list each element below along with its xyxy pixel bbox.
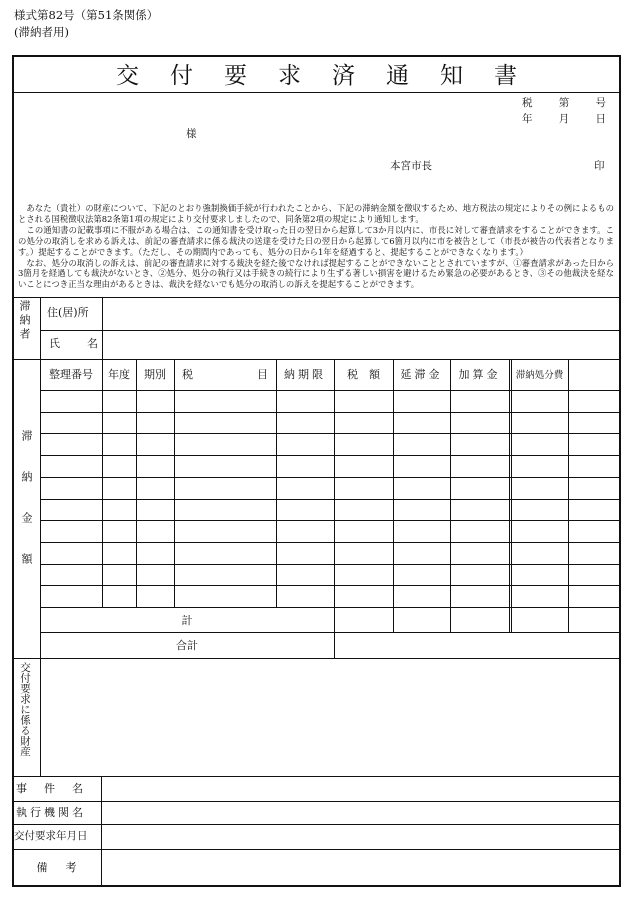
header-due-date: 納期限 <box>284 368 326 381</box>
seal-mark: 印 <box>594 160 605 172</box>
col-line-1 <box>102 359 103 607</box>
table-row-line <box>40 564 621 565</box>
subtotal-label: 計 <box>181 614 193 627</box>
header-late-fee: 延滞金 <box>400 368 443 381</box>
table-row-line <box>40 477 621 478</box>
agency-bottom <box>12 824 621 825</box>
execution-agency-label: 執行機関名 <box>16 806 86 819</box>
table-row-line <box>40 455 621 456</box>
addressee-suffix: 様 <box>186 128 197 140</box>
subtotal-top <box>40 607 621 608</box>
table-header-divider <box>40 390 621 391</box>
case-bottom <box>12 801 621 802</box>
col-line-8b <box>511 359 512 633</box>
col-line-5 <box>334 359 335 658</box>
notice-paragraph: この通知書の記載事項に不服がある場合は、この通知書を受け取った日の翌日から起算して3か月以内に、市長に対して審査請求をすることができます。この処分の取消しを求める訴えは、前記の審査請求に係る裁決の送達を受けた日の翌日から起算して6箇月以内に市を被告として（市長が被告の代表者となります。）提起することができます。（ただし、その期間内であっても、処分の日から1年を経過すると、提起することができなくなります。） <box>18 224 614 257</box>
amount-group-label: 滞納金額 <box>20 430 33 594</box>
col-line-2 <box>136 359 137 607</box>
form-title: 交付要求済通知書 <box>116 63 548 89</box>
case-name-label: 事件名 <box>16 782 100 795</box>
table-row-line <box>40 499 621 500</box>
property-label-line <box>40 658 41 776</box>
request-date-bottom <box>12 849 621 850</box>
property-bottom <box>12 776 621 777</box>
total-top <box>40 632 621 633</box>
total-label: 合計 <box>176 639 198 652</box>
title-divider <box>12 92 621 93</box>
copy-label: (滞納者用) <box>14 25 69 39</box>
col-line-9 <box>568 359 569 633</box>
col-line-7 <box>450 359 451 633</box>
document-number: 税 第 号 <box>522 97 606 109</box>
header-fiscal-year: 年度 <box>108 368 130 381</box>
table-row-line <box>40 585 621 586</box>
header-tax-amount: 税 額 <box>347 368 380 381</box>
notice-text <box>18 203 614 290</box>
form-number: 様式第82号（第51条関係） <box>14 8 159 22</box>
table-bottom <box>12 658 621 659</box>
col-line-8 <box>509 359 510 633</box>
col-line-3 <box>174 359 175 607</box>
table-row-line <box>40 433 621 434</box>
request-date-label: 交付要求年月日 <box>14 830 88 842</box>
delinquent-divider <box>12 359 621 360</box>
address-label: 住(居)所 <box>47 306 89 319</box>
notice-divider <box>12 297 621 298</box>
name-label: 氏 名 <box>49 337 106 350</box>
table-row-line <box>40 412 621 413</box>
property-label: 交付要求に係る財産 <box>19 662 31 757</box>
document-date: 年 月 日 <box>522 113 606 125</box>
table-row-line <box>40 520 621 521</box>
header-period: 期別 <box>144 368 166 381</box>
address-divider <box>40 330 621 331</box>
notice-paragraph: あなた（貴社）の財産について、下記のとおり強制換価手続が行われたことから、下記の滞納金額を徴収するため、地方税法の規定によりその例によるものとされる国税徴収法第82条第1項の規定により交付要求しましたので、同条第2項の規定により通知します。 <box>18 203 614 224</box>
table-row-line <box>40 542 621 543</box>
header-tax-item: 税 目 <box>182 368 268 381</box>
header-processing-fee: 滞納処分費 <box>515 370 564 381</box>
form-frame <box>12 55 621 887</box>
delinquent-group-label: 滞納者 <box>18 300 31 342</box>
bottom-label-line <box>101 776 102 887</box>
col-line-6 <box>393 359 394 633</box>
remarks-label: 備考 <box>36 861 95 874</box>
left-label-column-line <box>40 297 41 658</box>
issuer-name: 本宮市長 <box>390 160 432 172</box>
notice-paragraph: なお、処分の取消しの訴えは、前記の審査請求に対する裁決を経た後でなければ提起することができないこととされていますが、①審査請求があった日から3箇月を経過しても裁決がないとき、②処分、処分の執行又は手続きの続行により生ずる著しい損害を避けるため緊急の必要があるとき、③その他裁決を経ないことにつき正当な理由があるときは、裁決を経ないでも処分の取消しの訴えを提起することができます。 <box>18 257 614 290</box>
col-line-4 <box>276 359 277 607</box>
header-reference-no: 整理番号 <box>49 368 93 381</box>
header-surcharge: 加算金 <box>458 368 501 381</box>
